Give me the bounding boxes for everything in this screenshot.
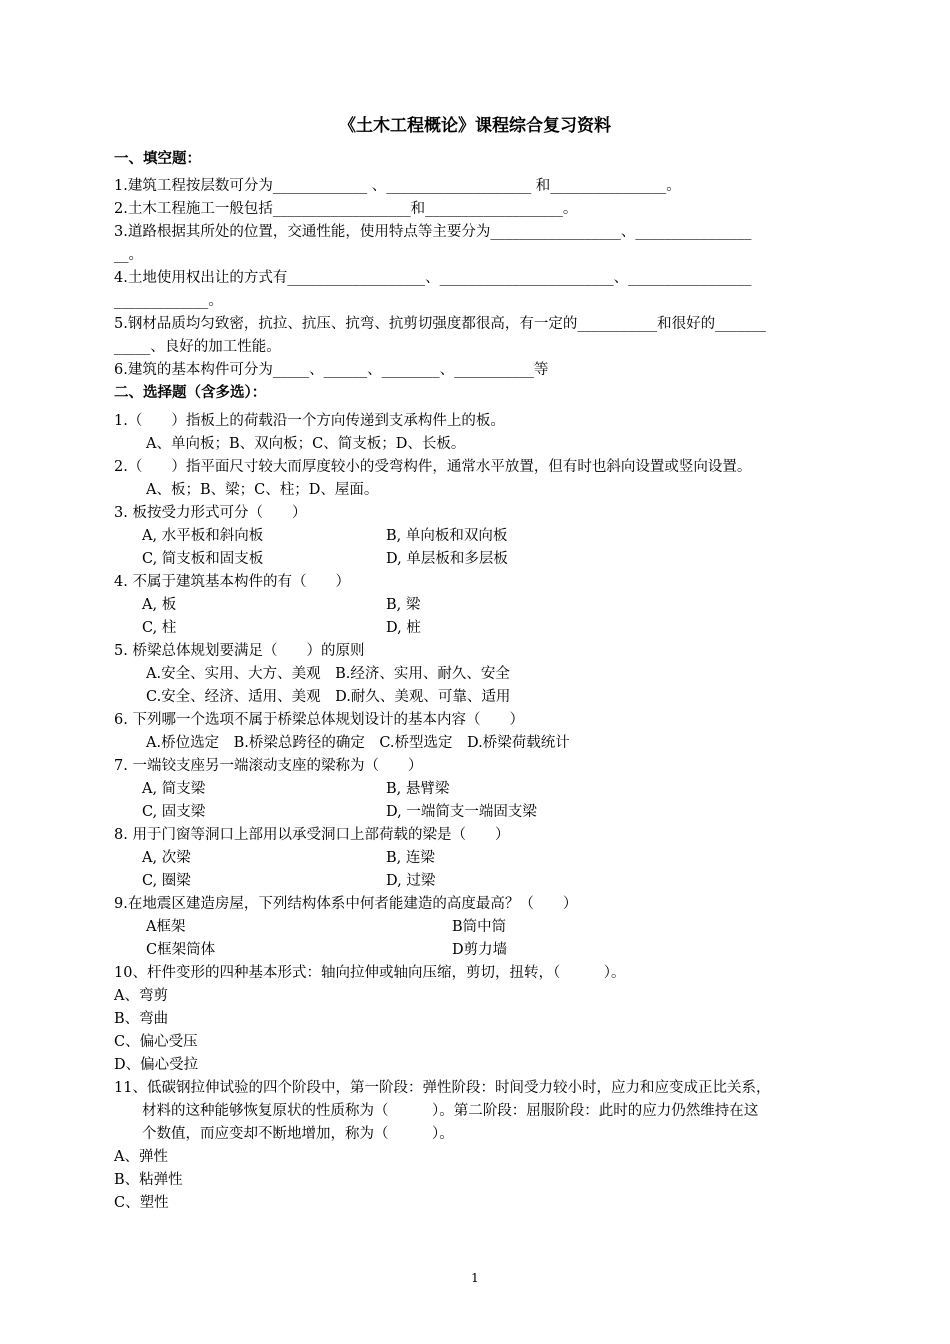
- choice-10-option-a: A、弯剪: [114, 988, 168, 1004]
- fill-question-6: 6.建筑的基本构件可分为_____、______、________、___________等: [114, 362, 549, 378]
- choice-4-option-a: A, 板: [142, 597, 177, 613]
- choice-3-option-b: B, 单向板和双向板: [386, 528, 508, 544]
- choice-5-options-line-1: A.安全、实用、大方、美观 B.经济、实用、耐久、安全: [146, 666, 510, 682]
- choice-8-option-a: A, 次梁: [142, 850, 191, 866]
- fill-question-4-line-1: 4.土地使用权出让的方式有___________________、________________________、_________________: [114, 270, 752, 286]
- fill-question-5-line-1: 5.钢材品质均匀致密，抗拉、抗压、抗弯、抗剪切强度都很高，有一定的___________和很好的_______: [114, 316, 766, 332]
- choice-7-option-c: C, 固支梁: [142, 804, 206, 820]
- choice-3-option-d: D, 单层板和多层板: [386, 551, 508, 567]
- section-heading-choice: 二、选择题（含多选）：: [114, 385, 267, 401]
- fill-question-4-line-2: _____________。: [114, 293, 223, 309]
- choice-7-option-b: B, 悬臂梁: [386, 781, 450, 797]
- choice-question-1: 1.（ ）指板上的荷载沿一个方向传递到支承构件上的板。: [114, 413, 505, 429]
- page-number: 1: [471, 1271, 479, 1285]
- choice-6-options: A.桥位选定 B.桥梁总跨径的确定 C.桥型选定 D.桥梁荷载统计: [146, 735, 570, 751]
- choice-9-option-d: D剪力墙: [452, 942, 508, 958]
- choice-3-option-a: A, 水平板和斜向板: [142, 528, 264, 544]
- choice-question-4: 4. 不属于建筑基本构件的有（ ）: [114, 574, 350, 590]
- choice-8-option-b: B, 连梁: [386, 850, 435, 866]
- choice-4-option-d: D, 桩: [386, 620, 421, 636]
- fill-question-5-line-2: _____、良好的加工性能。: [114, 339, 281, 355]
- choice-question-7: 7. 一端铰支座另一端滚动支座的梁称为（ ）: [114, 758, 423, 774]
- choice-11-option-b: B、粘弹性: [114, 1172, 183, 1188]
- choice-10-option-c: C、偏心受压: [114, 1034, 198, 1050]
- choice-question-3: 3. 板按受力形式可分（ ）: [114, 505, 307, 521]
- choice-question-2: 2.（ ）指平面尺寸较大而厚度较小的受弯构件，通常水平放置，但有时也斜向设置或竖向设置。: [114, 459, 752, 475]
- document-title: 《土木工程概论》课程综合复习资料: [339, 116, 611, 136]
- choice-8-option-d: D, 过梁: [386, 873, 436, 889]
- choice-9-option-c: C框架筒体: [146, 942, 216, 958]
- choice-4-option-b: B, 梁: [386, 597, 421, 613]
- choice-question-9: 9.在地震区建造房屋，下列结构体系中何者能建造的高度最高？（ ）: [114, 896, 578, 912]
- choice-10-option-b: B、弯曲: [114, 1011, 169, 1027]
- choice-10-option-d: D、偏心受拉: [114, 1057, 199, 1073]
- choice-question-11-line-1: 11、低碳钢拉伸试验的四个阶段中，第一阶段：弹性阶段：时间受力较小时，应力和应变成正比关系，: [114, 1080, 771, 1096]
- choice-9-option-a: A框架: [146, 919, 186, 935]
- section-heading-fill-blank: 一、填空题：: [114, 151, 201, 167]
- choice-7-option-d: D, 一端简支一端固支梁: [386, 804, 537, 820]
- choice-question-6: 6. 下列哪一个选项不属于桥梁总体规划设计的基本内容（ ）: [114, 712, 524, 728]
- choice-3-option-c: C, 简支板和固支板: [142, 551, 264, 567]
- choice-2-options: A、板；B、梁；C、柱；D、屋面。: [146, 482, 379, 498]
- choice-question-11-line-3: 个数值，而应变却不断地增加，称为（ ）。: [142, 1126, 454, 1142]
- choice-question-11-line-2: 材料的这种能够恢复原状的性质称为（ ）。第二阶段：屈服阶段：此时的应力仍然维持在这: [142, 1103, 759, 1119]
- choice-question-8: 8. 用于门窗等洞口上部用以承受洞口上部荷载的梁是（ ）: [114, 827, 510, 843]
- fill-question-3-line-2: __。: [114, 247, 143, 263]
- choice-11-option-c: C、塑性: [114, 1195, 169, 1211]
- choice-8-option-c: C, 圈梁: [142, 873, 191, 889]
- fill-question-2: 2.土木工程施工一般包括___________________和___________________。: [114, 201, 578, 217]
- fill-question-1: 1.建筑工程按层数可分为_____________ 、____________________ 和________________。: [114, 178, 681, 194]
- choice-4-option-c: C, 柱: [142, 620, 177, 636]
- choice-9-option-b: B筒中筒: [452, 919, 507, 935]
- choice-1-options: A、单向板；B、双向板；C、简支板；D、长板。: [146, 436, 466, 452]
- choice-question-5: 5. 桥梁总体规划要满足（ ）的原则: [114, 643, 365, 659]
- choice-5-options-line-2: C.安全、经济、适用、美观 D.耐久、美观、可靠、适用: [146, 689, 511, 705]
- fill-question-3-line-1: 3.道路根据其所处的位置，交通性能，使用特点等主要分为__________________、________________: [114, 224, 752, 240]
- choice-question-10: 10、杆件变形的四种基本形式：轴向拉伸或轴向压缩，剪切，扭转，（ ）。: [114, 965, 626, 981]
- choice-7-option-a: A, 简支梁: [142, 781, 206, 797]
- choice-11-option-a: A、弹性: [114, 1149, 168, 1165]
